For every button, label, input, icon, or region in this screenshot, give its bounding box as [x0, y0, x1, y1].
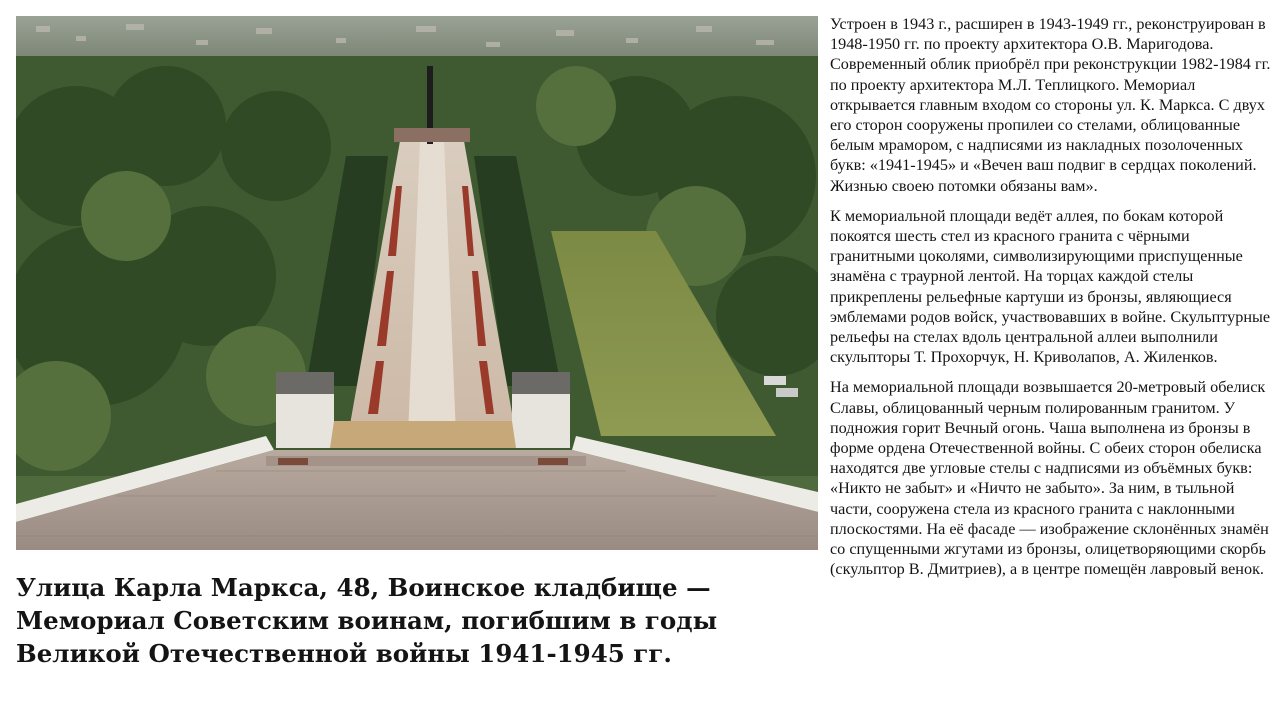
description-text — [830, 14, 1272, 589]
paragraph-obelisk: На мемориальной площади возвышается 20-метровый обелиск Славы, облицованный черным полированным гранитом. У подножия горит Вечный огонь. Чаша выполнена из бронзы в форме ордена Отечественной войны. С обеих сторон обелиска находятся две угловые стелы с надписями из объёмных букв: «Никто не забыт» и «Ничто не забыто». За ним, в тыльной части, сооружена стела из красного гранита с наклонными плоскостями. На её фасаде — изображение склонённых знамён со спущенными жгутами из бронзы, олицетворяющими скорбь (скульптор В. Дмитриев), а в центре помещён лавровый венок. — [830, 378, 1269, 579]
memorial-caption: Улица Карла Маркса, 48, Воинское кладбище — Мемориал Советским воинам, погибшим в годы Великой Отечественной войны 1941-1945 гг. — [16, 573, 718, 668]
paragraph-history: Устроен в 1943 г., расширен в 1943-1949 гг., реконструирован в 1948-1950 гг. по проекту архитектора О.В. Маригодова. Современный облик приобрёл при реконструкции 1982-1984 гг. по проекту архитектора М.Л. Теплицкого. Мемориал открывается главным входом со стороны ул. К. Маркса. С двух его сторон сооружены пропилеи со стелами, облицованные белым мрамором, с надписями из накладных позолоченных букв: «1941-1945» и «Вечен ваш подвиг в сердцах поколений. Жизнью своею потомки обязаны вам». — [830, 15, 1271, 195]
memorial-aerial-image — [16, 16, 818, 550]
paragraph-alley: К мемориальной площади ведёт аллея, по бокам которой покоятся шесть стел из красного гранита с чёрными гранитными цоколями, символизирующими приспущенные знамёна с траурной лентой. На торцах каждой стелы прикреплены рельефные картуши из бронзы, являющиеся эмблемами родов войск, участвовавших в войне. Скульптурные рельефы на стелах вдоль центральной аллеи выполнили скульпторы Т. Прохорчук, Н. Криволапов, А. Жиленков. — [830, 206, 1271, 367]
memorial-photo — [16, 16, 818, 550]
